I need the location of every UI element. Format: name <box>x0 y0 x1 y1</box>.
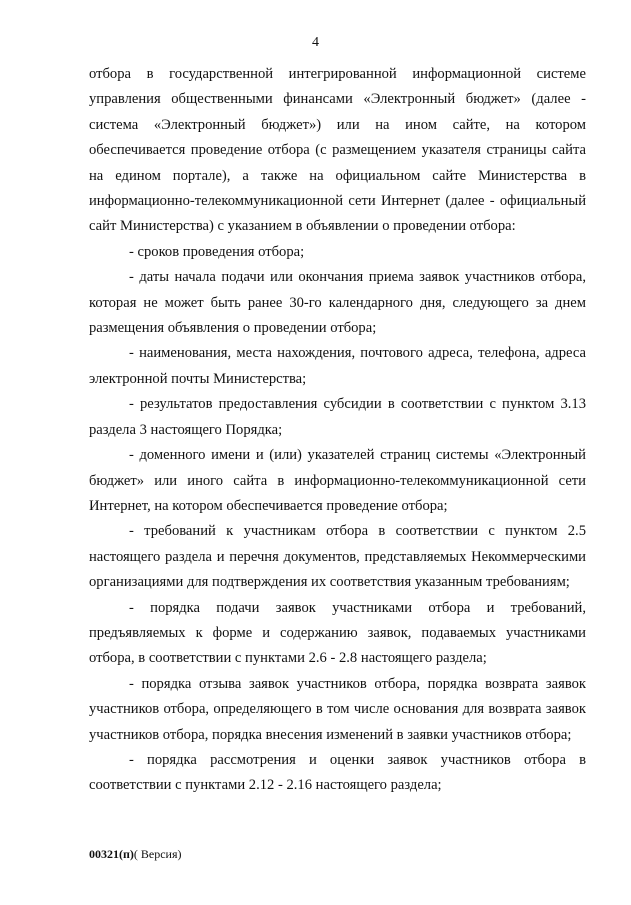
document-version: ( Версия) <box>133 847 182 861</box>
footer <box>89 847 182 862</box>
list-item-submission: - порядка подачи заявок участниками отбора и требований, предъявляемых к форме и содержанию заявок, подаваемых участниками отбора, в соответствии с пунктами 2.6 - 2.8 настоящего раздела; <box>89 599 586 667</box>
list-item-domain: - доменного имени и (или) указателей страниц системы «Электронный бюджет» или иного сайта в информационно-телекоммуникационной сети Интернет, на котором обеспечивается проведение отбора; <box>89 447 586 514</box>
page-number: 4 <box>312 35 319 50</box>
list-item-dates: - даты начала подачи или окончания приема заявок участников отбора, которая не может быть ранее 30-го календарного дня, следующего за днем размещения объявления о проведении отбора; <box>89 269 586 337</box>
list-item-contacts: - наименования, места нахождения, почтового адреса, телефона, адреса электронной почты Министерства; <box>89 345 586 387</box>
paragraph-intro: отбора в государственной интегрированной информационной системе управления общественными финансами «Электронный бюджет» (далее - система «Электронный бюджет») или на ином сайте, на котором обеспечивается проведение отбора (с размещением указателя страницы сайта на едином портале), а также на официальном сайте Министерства в информационно-телекоммуникационной сети Интернет (далее - официальный сайт Министерства) с указанием в объявлении о проведении отбора: <box>89 66 586 235</box>
list-item-deadlines: - сроков проведения отбора; <box>129 243 305 260</box>
list-item-review: - порядка рассмотрения и оценки заявок участников отбора в соответствии с пунктами 2.12 - 2.16 настоящего раздела; <box>89 751 586 794</box>
list-item-requirements: - требований к участникам отбора в соответствии с пунктом 2.5 настоящего раздела и перечня документов, представляемых Некоммерческими организациями для подтверждения их соответствия указанным требованиям; <box>89 523 586 591</box>
document-code: 00321(п) <box>89 847 134 861</box>
list-item-withdrawal: - порядка отзыва заявок участников отбора, порядка возврата заявок участников отбора, определяющего в том числе основания для возврата заявок участников отбора, порядка внесения изменений в заявки участников отбора; <box>89 675 586 743</box>
document-body <box>89 62 586 799</box>
list-item-results: - результатов предоставления субсидии в соответствии с пунктом 3.13 раздела 3 настоящего Порядка; <box>89 396 586 438</box>
